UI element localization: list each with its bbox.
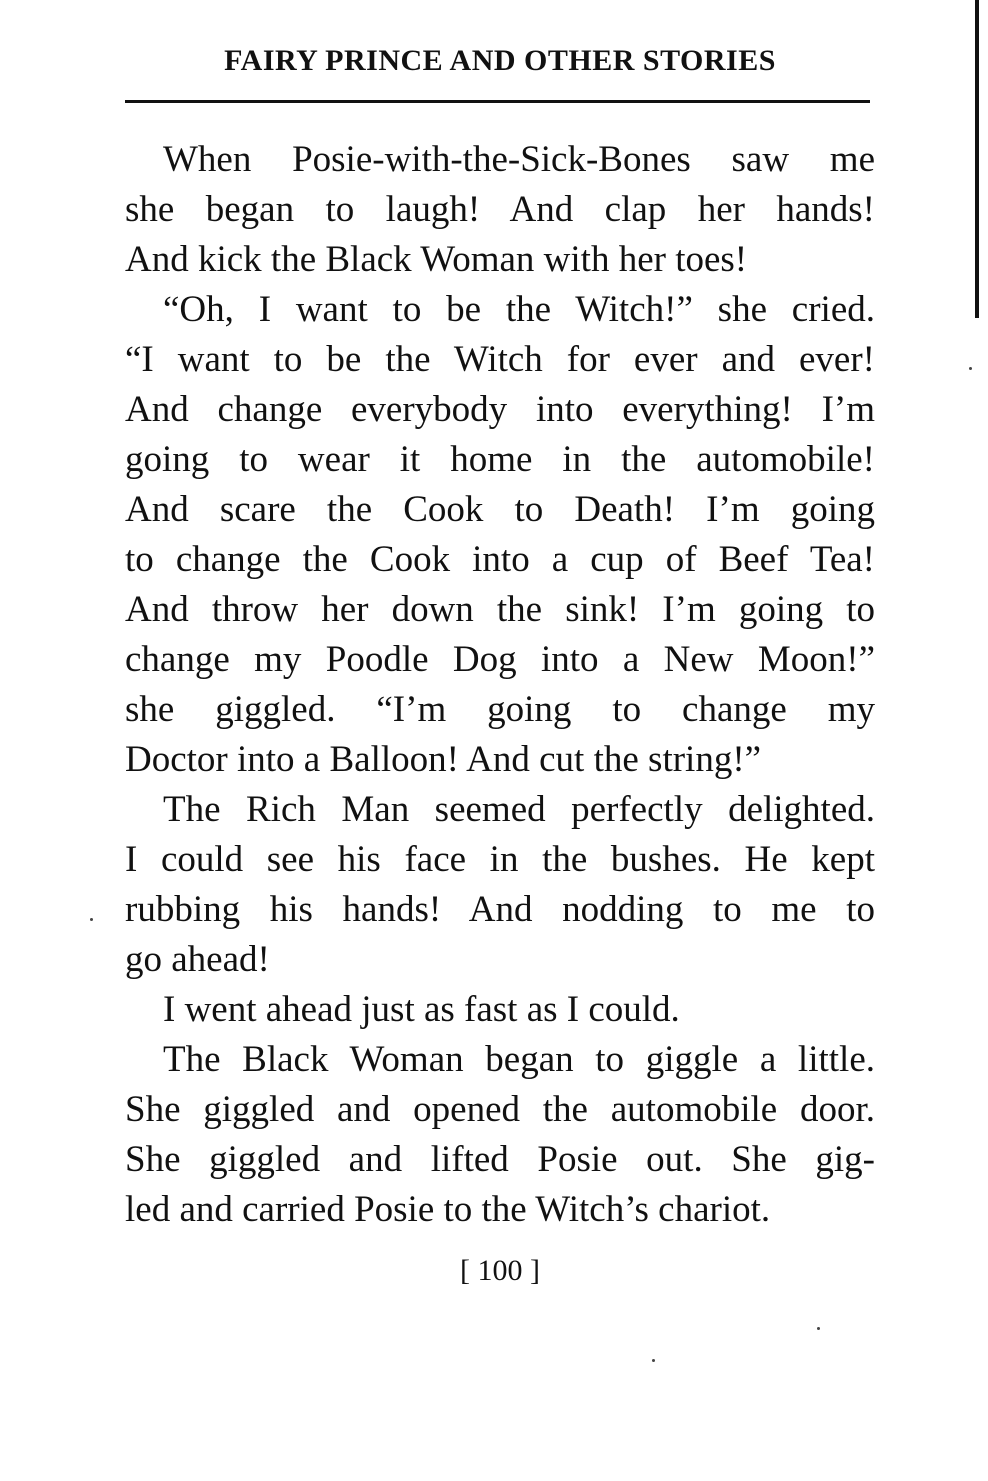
- text-line: “Oh, I want to be the Witch!” she cried.: [163, 289, 875, 330]
- text-line: The Rich Man seemed perfectly delighted.: [163, 789, 875, 830]
- text-line: rubbing his hands! And nodding to me to: [125, 889, 875, 930]
- text-line: And change everybody into everything! I’m: [125, 389, 875, 430]
- text-line: And scare the Cook to Death! I’m going: [125, 489, 875, 530]
- page-number: [ 100 ]: [460, 1254, 540, 1287]
- text-line: And throw her down the sink! I’m going to: [125, 589, 875, 630]
- page-edge-bar: [975, 0, 979, 318]
- text-line: She giggled and opened the automobile door.: [125, 1089, 875, 1130]
- print-speck: [817, 1327, 820, 1330]
- text-line: she began to laugh! And clap her hands!: [125, 189, 875, 230]
- text-line: When Posie-with-the-Sick-Bones saw me: [163, 139, 875, 180]
- text-line: “I want to be the Witch for ever and ever!: [125, 339, 875, 380]
- text-line: Doctor into a Balloon! And cut the string!”: [125, 739, 762, 780]
- text-line: led and carried Posie to the Witch’s chariot.: [125, 1189, 771, 1230]
- text-line: I went ahead just as fast as I could.: [163, 989, 680, 1030]
- text-line: change my Poodle Dog into a New Moon!”: [125, 639, 875, 680]
- print-speck: [969, 367, 972, 370]
- print-speck: [90, 918, 93, 921]
- text-line: she giggled. “I’m going to change my: [125, 689, 875, 730]
- text-line: going to wear it home in the automobile!: [125, 439, 875, 480]
- text-line: to change the Cook into a cup of Beef Tea!: [125, 539, 875, 580]
- text-line: And kick the Black Woman with her toes!: [125, 239, 748, 280]
- text-line: The Black Woman began to giggle a little.: [163, 1039, 875, 1080]
- text-line: go ahead!: [125, 939, 270, 980]
- running-header: FAIRY PRINCE AND OTHER STORIES: [224, 44, 776, 77]
- header-rule: [125, 100, 870, 103]
- text-line: She giggled and lifted Posie out. She gig-: [125, 1139, 875, 1180]
- print-speck: [652, 1359, 655, 1362]
- text-line: I could see his face in the bushes. He kept: [125, 839, 875, 880]
